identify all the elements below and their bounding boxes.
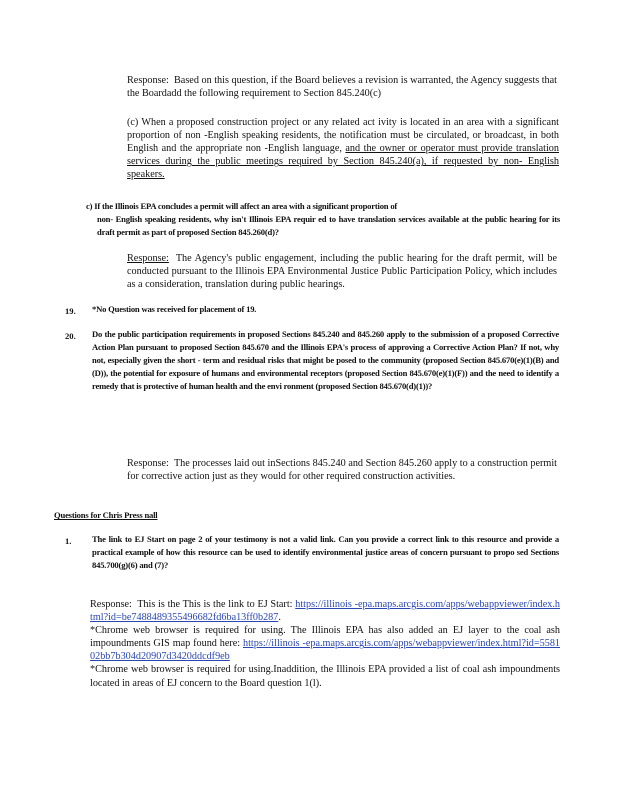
coal-ash-gis-map-link[interactable]: https://illinois -epa.maps.arcgis.com/apps/webappviewer/index.html?id=558102bb7b304d20907d3420ddcdf9eb xyxy=(90,638,561,663)
response-text: The Agency's public engagement, including the public hearing for the draft permit, will be conducted pursuant to the Illinois EPA Environmental Justice Public Participation Policy, which includes as a consideration, translation during public hearings. xyxy=(127,253,557,291)
question-20-number: 20. xyxy=(65,331,76,341)
question-19-text: *No Question was received for placement of 19. xyxy=(92,304,257,314)
response-label: Response: xyxy=(90,599,132,610)
question-c xyxy=(86,200,560,213)
section-c-text: (c) When a proposed construction project or any related act ivity is located in an area with a significant proportion of non -English speaking residents, the notification must be circulated, or broadcast, in both English and the appropriate non -English language, xyxy=(127,117,559,155)
response-text: Based on this question, if the Board believes a revision is warranted, the Agency suggests that the Boardadd the following requirement to Section 845.240(c) xyxy=(127,75,558,100)
section-c-underlined-text: and the owner or operator must provide translation services during the public meetings required by Section 845.240(a), if requested by non- English speakers. xyxy=(127,143,559,181)
response-label: Response: xyxy=(127,253,169,264)
response-text: The processes laid out inSections 845.240 and Section 845.260 apply to a construction permit for corrective action just as they would for other required construction activities. xyxy=(127,458,557,483)
section-heading: Questions for Chris Press nall xyxy=(54,510,158,520)
question-c-continued xyxy=(97,213,560,239)
response-label: Response: xyxy=(127,75,169,86)
response-block-1 xyxy=(127,74,557,100)
response-c xyxy=(127,252,557,291)
question-19-number: 19. xyxy=(65,306,76,316)
response-intro: This is the This is the link to EJ Start: xyxy=(137,599,293,610)
question-c-line1: c) If the Illinois EPA concludes a permit will affect an area with a significant proportion of xyxy=(86,201,398,211)
ej-start-link[interactable]: https://illinois -epa.maps.arcgis.com/apps/webappviewer/index.html?id=be7488489355496682fd6ba13ff0b287 xyxy=(90,599,560,624)
proposed-section-c xyxy=(127,116,559,181)
question-1-text: The link to EJ Start on page 2 of your testimony is not a valid link. Can you provide a correct link to this resource and provide a practical example of how this resource can be used to identify environmental justice areas of concern pursuant to propo sed Sections 845.700(g)(6) and (7)? xyxy=(92,534,559,571)
response-gis-text: *Chrome web browser is required for using. The Illinois EPA has also added an EJ layer to the coal ash impoundments GIS map found here: xyxy=(90,625,560,650)
question-1-number: 1. xyxy=(65,536,72,546)
question-c-text: non- English speaking residents, why isn't Illinois EPA requir ed to have translation services available at the public hearing for its draft permit as part of proposed Section 845.260(d)? xyxy=(97,214,560,238)
response-20 xyxy=(127,457,557,483)
question-20-text: Do the public participation requirements in proposed Sections 845.240 and 845.260 apply to the submission of a proposed Corrective Action Plan pursuant to proposed Section 845.670 and the Illinois EPA's process of approving a Corrective Action Plan? If not, why not, especially given the short - term and residual risks that might be posed to the community (proposed Section 845.670(e)(1)(B) and (D)), the potential for exposure of humans and environmental receptors (proposed Section 845.670(e)(1)(F)) and the need to identify a remedy that is protective of human health and the envi ronment (proposed Section 845.670(d)(1))? xyxy=(92,329,559,392)
response-label: Response: xyxy=(127,458,169,469)
response-closing-text: *Chrome web browser is required for using.Inaddition, the Illinois EPA provided a list of coal ash impoundments located in areas of EJ concern to the Board question 1(l). xyxy=(90,664,560,689)
response-q1 xyxy=(90,598,560,690)
link-trailing-period: . xyxy=(278,612,281,624)
